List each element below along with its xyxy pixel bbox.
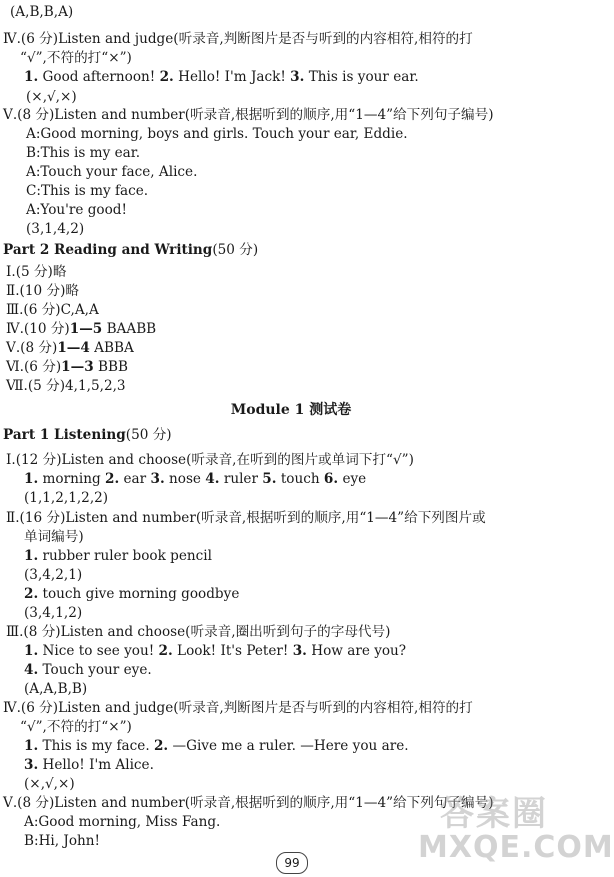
text-line xyxy=(24,642,406,660)
text-segment: (×,√,×) xyxy=(26,89,77,105)
watermark-bottom-text: MXQE.COM xyxy=(418,830,614,865)
bold-text: 4. xyxy=(24,662,39,678)
text-segment: (3,1,4,2) xyxy=(26,221,85,237)
text-segment: Ⅱ.(16 分)Listen and number(听录音,根据听到的顺序,用“1—4”给下列图片或 xyxy=(6,510,486,526)
watermark-top-text: 答案圈 xyxy=(440,794,548,834)
text-segment: Ⅴ.(8 分)Listen and number(听录音,根据听到的顺序,用“1—4”给下列句子编号) xyxy=(3,795,494,811)
bold-text: 2. xyxy=(158,643,173,659)
text-segment: Nice to see you! xyxy=(38,643,159,659)
bold-text: 4. xyxy=(205,471,220,487)
text-line xyxy=(24,566,82,584)
text-segment: Touch your eye. xyxy=(38,662,152,678)
text-line xyxy=(26,144,140,162)
text-line xyxy=(3,241,258,259)
bold-text: 1. xyxy=(24,69,39,85)
text-line xyxy=(24,680,87,698)
text-line xyxy=(6,451,414,469)
text-line xyxy=(26,201,127,219)
bold-text: 1—5 xyxy=(69,321,103,337)
text-line xyxy=(26,220,84,238)
text-segment: This is my face. xyxy=(38,738,154,754)
bold-text: 1—4 xyxy=(57,340,90,356)
text-line xyxy=(20,718,132,736)
bold-text: 1—3 xyxy=(61,359,94,375)
text-segment: Ⅳ.(6 分)Listen and judge(听录音,判断图片是否与听到的内容相符,相符的打 xyxy=(3,700,473,716)
text-line xyxy=(24,547,212,565)
text-line xyxy=(24,528,84,546)
text-segment: Ⅲ.(6 分)C,A,A xyxy=(6,302,99,318)
bold-text: 3. xyxy=(24,757,39,773)
bold-text: 2. xyxy=(159,69,174,85)
text-segment: Ⅰ.(5 分)略 xyxy=(6,264,67,280)
text-segment: Ⅵ.(6 分) xyxy=(6,359,62,375)
text-line xyxy=(6,623,390,641)
bold-text: 5. xyxy=(262,471,277,487)
text-segment: Hello! I'm Jack! xyxy=(173,69,291,85)
bold-text: 6. xyxy=(323,471,339,487)
text-segment: Good afternoon! xyxy=(38,69,160,85)
text-line xyxy=(3,699,473,717)
text-line xyxy=(24,585,239,603)
text-segment: 单词编号) xyxy=(24,529,84,545)
bold-text: 2. xyxy=(153,738,169,754)
text-segment: eye xyxy=(338,471,367,487)
text-line xyxy=(6,339,134,357)
bold-text: 2. xyxy=(104,471,120,487)
text-line xyxy=(20,49,132,67)
text-segment: BAABB xyxy=(102,321,157,337)
text-segment: ear xyxy=(119,471,151,487)
bold-text: 2. xyxy=(24,586,39,602)
text-segment: A:Good morning, boys and girls. Touch your ear, Eddie. xyxy=(26,126,408,142)
text-segment: A:Good morning, Miss Fang. xyxy=(24,814,221,830)
bold-text: 1. xyxy=(24,548,39,564)
text-segment: (3,4,1,2) xyxy=(24,605,83,621)
text-line xyxy=(6,320,156,338)
text-segment: C:This is my face. xyxy=(26,183,149,199)
bold-text: 1. xyxy=(24,471,39,487)
bold-text: Module 1 测试卷 xyxy=(230,402,352,418)
text-segment: Look! It's Peter! xyxy=(172,643,293,659)
text-line xyxy=(6,509,486,527)
text-segment: B:This is my ear. xyxy=(26,145,141,161)
text-line xyxy=(6,377,126,395)
bold-text: Part 1 Listening xyxy=(3,427,126,443)
text-line xyxy=(26,125,408,143)
text-line xyxy=(24,813,220,831)
page-number: 99 xyxy=(276,852,308,874)
bold-text: 3. xyxy=(150,471,165,487)
text-segment: Ⅴ.(8 分)Listen and number(听录音,根据听到的顺序,用“1—4”给下列句子编号) xyxy=(3,107,494,123)
text-segment: nose xyxy=(164,471,206,487)
text-segment: ruler xyxy=(219,471,263,487)
text-line xyxy=(3,106,494,124)
text-line xyxy=(26,88,77,106)
text-line xyxy=(3,794,494,812)
text-segment: (A,A,B,B) xyxy=(24,681,88,697)
text-segment: A:Touch your face, Alice. xyxy=(26,164,198,180)
text-segment: Ⅰ.(12 分)Listen and choose(听录音,在听到的图片或单词下打“√”) xyxy=(6,452,414,468)
text-segment: (A,B,B,A) xyxy=(10,4,74,20)
bold-text: Part 2 Reading and Writing xyxy=(3,242,213,258)
text-segment: Ⅱ.(10 分)略 xyxy=(6,283,79,299)
text-segment: “√”,不符的打“×”) xyxy=(20,50,132,66)
text-line xyxy=(24,489,108,507)
text-segment: Hello! I'm Alice. xyxy=(38,757,154,773)
text-line xyxy=(24,756,154,774)
text-segment: (3,4,2,1) xyxy=(24,567,83,583)
text-line xyxy=(24,775,75,793)
text-segment: morning xyxy=(38,471,105,487)
text-line xyxy=(26,182,148,200)
text-segment: (50 分) xyxy=(125,427,172,443)
text-line xyxy=(6,282,79,300)
text-line xyxy=(6,358,128,376)
text-segment: (50 分) xyxy=(212,242,259,258)
text-line xyxy=(10,3,73,21)
text-line xyxy=(6,263,66,281)
text-line xyxy=(3,426,172,444)
bold-text: 1. xyxy=(24,738,39,754)
text-segment: This is your ear. xyxy=(304,69,419,85)
text-line xyxy=(0,401,582,419)
bold-text: 3. xyxy=(290,69,305,85)
text-segment: rubber ruler book pencil xyxy=(38,548,212,564)
text-line xyxy=(24,68,419,86)
text-segment: A:You're good! xyxy=(26,202,127,218)
text-segment: touch xyxy=(276,471,324,487)
text-segment: Ⅳ.(10 分) xyxy=(6,321,70,337)
text-segment: Ⅲ.(8 分)Listen and choose(听录音,圈出听到句子的字母代号) xyxy=(6,624,391,640)
text-segment: Ⅴ.(8 分) xyxy=(6,340,58,356)
text-segment: (1,1,2,1,2,2) xyxy=(24,490,109,506)
text-segment: —Give me a ruler. —Here you are. xyxy=(168,738,409,754)
text-segment: BBB xyxy=(93,359,128,375)
text-line xyxy=(24,661,152,679)
text-line xyxy=(26,163,197,181)
text-segment: (×,√,×) xyxy=(24,776,75,792)
text-segment: ABBA xyxy=(89,340,134,356)
bold-text: 1. xyxy=(24,643,39,659)
text-segment: “√”,不符的打“×”) xyxy=(20,719,132,735)
text-line xyxy=(24,604,82,622)
text-segment: Ⅶ.(5 分)4,1,5,2,3 xyxy=(6,378,126,394)
text-segment: touch give morning goodbye xyxy=(38,586,240,602)
text-segment: Ⅳ.(6 分)Listen and judge(听录音,判断图片是否与听到的内容相符,相符的打 xyxy=(3,31,473,47)
text-segment: B:Hi, John! xyxy=(24,833,101,849)
text-line xyxy=(24,737,409,755)
bold-text: 3. xyxy=(292,643,307,659)
text-line xyxy=(3,30,473,48)
text-line xyxy=(24,832,100,850)
text-segment: How are you? xyxy=(306,643,407,659)
text-line xyxy=(6,301,99,319)
text-line xyxy=(24,470,366,488)
